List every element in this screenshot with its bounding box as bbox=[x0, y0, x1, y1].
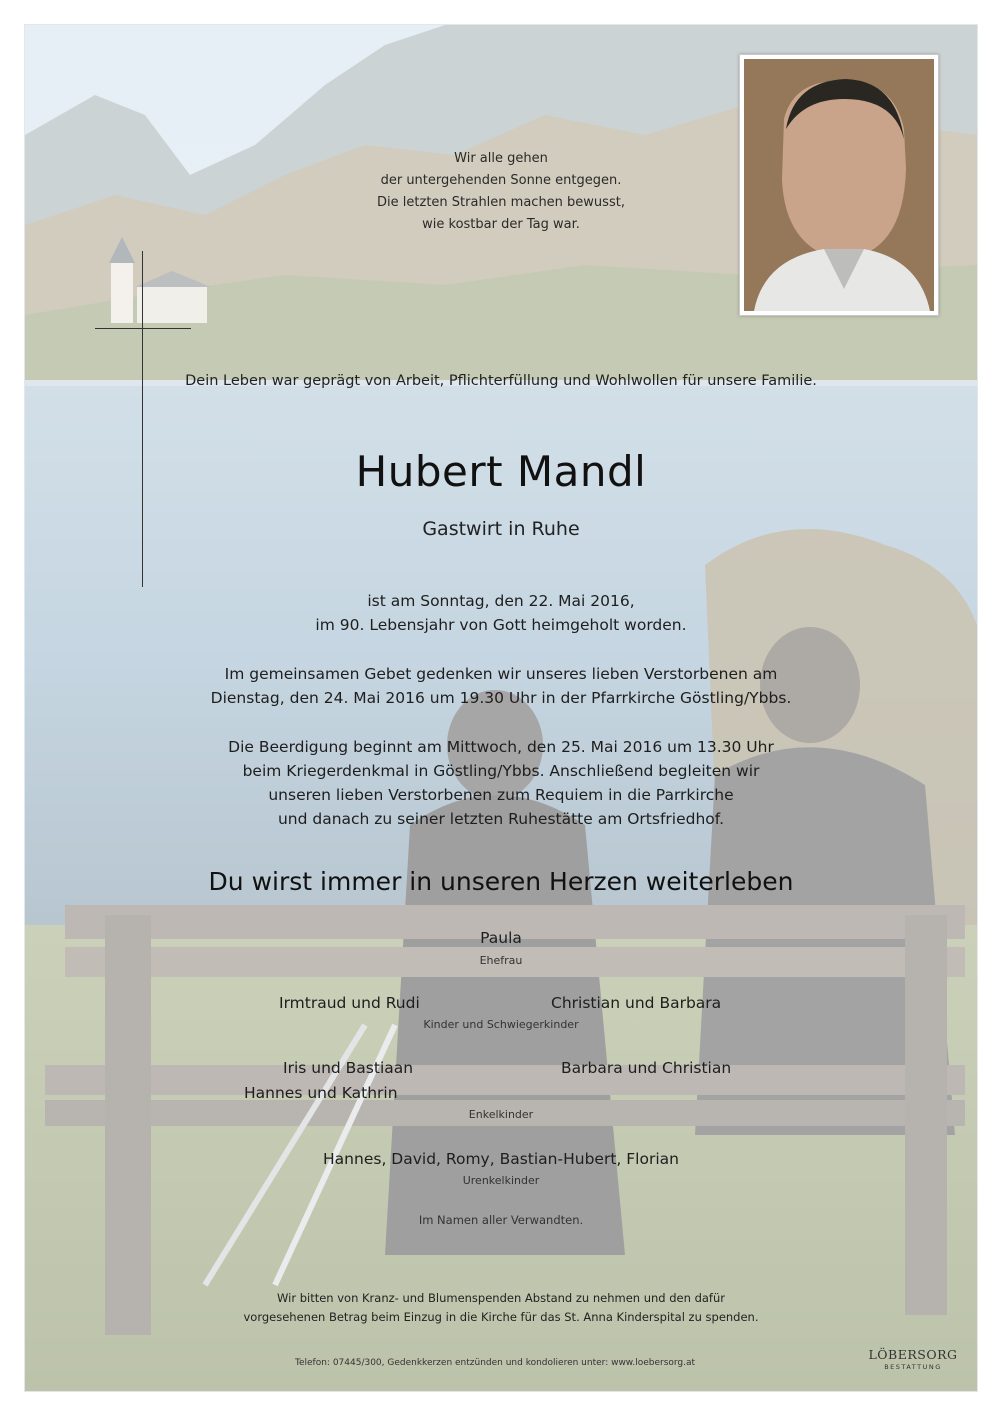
deceased-title: Gastwirt in Ruhe bbox=[422, 518, 580, 540]
great-grandchildren-role-row bbox=[25, 1174, 977, 1187]
death-announcement bbox=[25, 589, 977, 637]
announcement-line: Im gemeinsamen Gebet gedenken wir unseres lieben Verstorbenen am bbox=[224, 665, 778, 683]
obituary-card bbox=[24, 24, 978, 1392]
announcement-line: beim Kriegerdenkmal in Göstling/Ybbs. Anschließend begleiten wir bbox=[242, 762, 760, 780]
footer-contact: Telefon: 07445/300, Gedenkkerzen entzünden und kondolieren unter: www.loebersorg.at bbox=[295, 1358, 696, 1368]
announcement-line: Die Beerdigung beginnt am Mittwoch, den 25. Mai 2016 um 13.30 Uhr bbox=[228, 738, 774, 756]
great-grandchildren-row bbox=[25, 1150, 977, 1168]
announcement-line: unseren lieben Verstorbenen zum Requiem in die Parrkirche bbox=[268, 786, 734, 804]
grandchild-couple-2: Hannes und Kathrin bbox=[244, 1084, 398, 1102]
child-couple-left: Irmtraud und Rudi bbox=[279, 994, 420, 1012]
donation-request bbox=[25, 1289, 977, 1327]
poem-line: Die letzten Strahlen machen bewusst, bbox=[377, 195, 625, 210]
grandchild-couple-3: Barbara und Christian bbox=[561, 1059, 732, 1077]
announcement-line: im 90. Lebensjahr von Gott heimgeholt worden. bbox=[315, 616, 687, 634]
funeral-announcement bbox=[25, 735, 977, 831]
funeral-home-logo bbox=[868, 1347, 958, 1371]
child-couple-right: Christian und Barbara bbox=[551, 994, 722, 1012]
spouse-role: Ehefrau bbox=[479, 954, 523, 967]
grandchildren-role: Enkelkinder bbox=[468, 1108, 534, 1121]
life-tagline: Dein Leben war geprägt von Arbeit, Pflichterfüllung und Wohlwollen für unsere Familie. bbox=[185, 373, 817, 389]
closing-note: Im Namen aller Verwandten. bbox=[418, 1213, 584, 1227]
cross-icon-bar bbox=[95, 328, 191, 329]
poem-line: der untergehenden Sonne entgegen. bbox=[380, 173, 622, 188]
logo-subtitle: BESTATTUNG bbox=[884, 1363, 942, 1371]
prayer-announcement bbox=[25, 662, 977, 710]
poem-line: wie kostbar der Tag war. bbox=[422, 217, 580, 232]
poem-line: Wir alle gehen bbox=[454, 151, 548, 166]
request-line: Wir bitten von Kranz- und Blumenspenden Abstand zu nehmen und den dafür bbox=[277, 1291, 725, 1305]
great-grandchildren-role: Urenkelkinder bbox=[462, 1174, 540, 1187]
children-role-row bbox=[25, 1018, 977, 1031]
children-role: Kinder und Schwiegerkinder bbox=[423, 1018, 579, 1031]
announcement-line: Dienstag, den 24. Mai 2016 um 19.30 Uhr in der Pfarrkirche Göstling/Ybbs. bbox=[210, 689, 792, 707]
grandchild-couple-1: Iris und Bastiaan bbox=[283, 1059, 414, 1077]
portrait-image bbox=[744, 59, 934, 311]
grandchildren-role-row bbox=[25, 1108, 977, 1121]
announcement-line: und danach zu seiner letzten Ruhestätte am Ortsfriedhof. bbox=[277, 810, 725, 828]
spouse-name: Paula bbox=[480, 929, 522, 947]
deceased-name: Hubert Mandl bbox=[355, 447, 647, 496]
logo-name: LÖBERSORG bbox=[868, 1347, 958, 1362]
spouse-block bbox=[25, 929, 977, 947]
request-line: vorgesehenen Betrag beim Einzug in die Kirche für das St. Anna Kinderspital zu spenden. bbox=[243, 1310, 759, 1324]
great-grandchildren-names: Hannes, David, Romy, Bastian-Hubert, Florian bbox=[323, 1150, 679, 1168]
motto: Du wirst immer in unseren Herzen weiterleben bbox=[208, 867, 794, 896]
content-layer bbox=[25, 25, 977, 1391]
closing-row bbox=[25, 1213, 977, 1227]
portrait-photo bbox=[739, 54, 939, 316]
announcement-line: ist am Sonntag, den 22. Mai 2016, bbox=[367, 592, 635, 610]
spouse-role-row bbox=[25, 954, 977, 967]
